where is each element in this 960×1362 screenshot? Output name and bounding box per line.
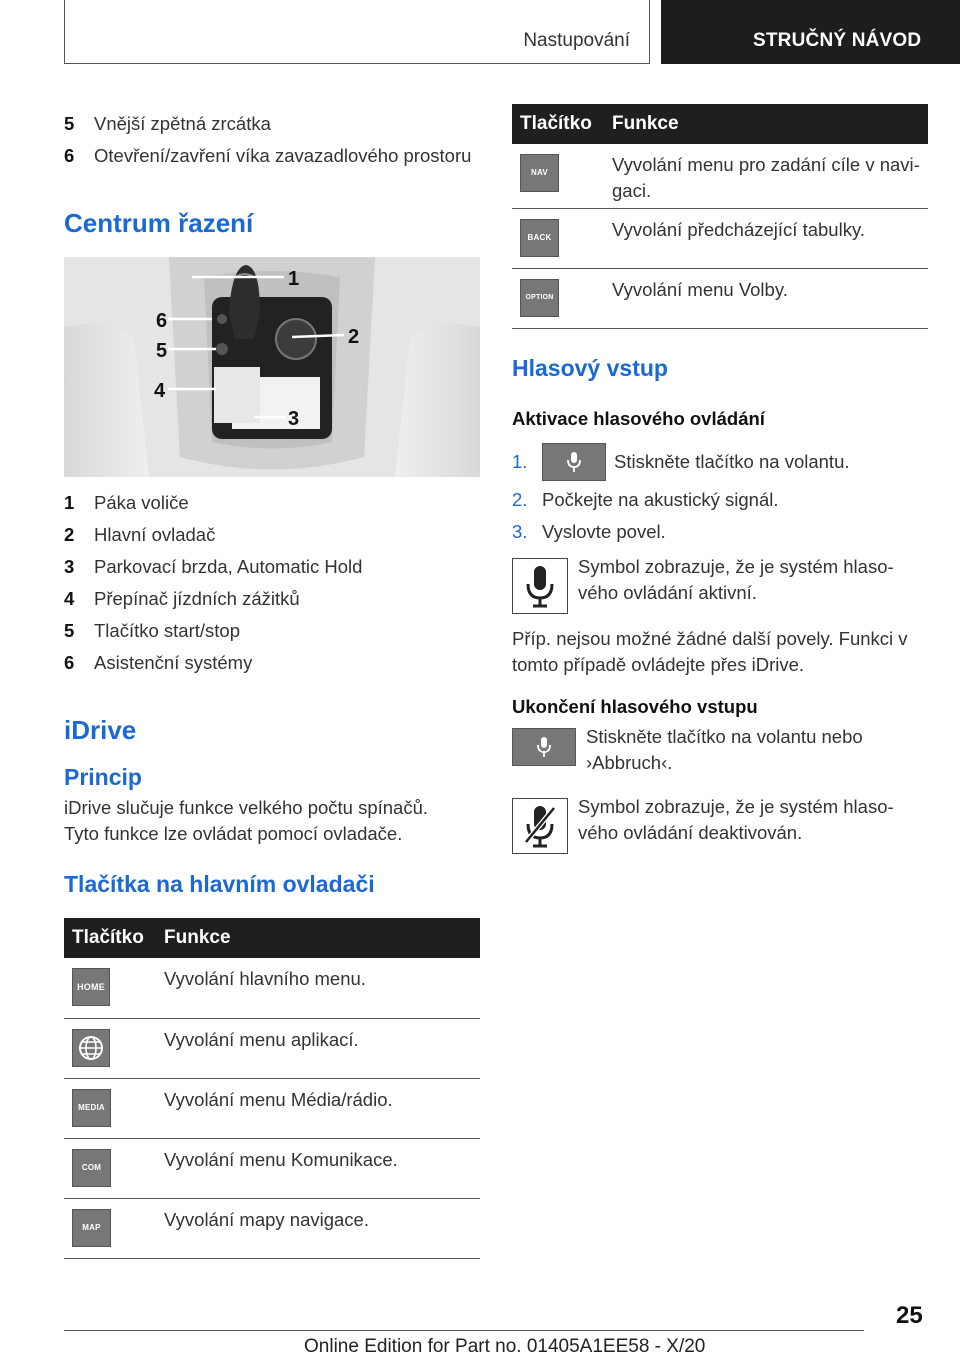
voice-end-row xyxy=(512,725,928,776)
step-text: Stiskněte tlačítko na volantu. xyxy=(614,450,850,472)
table-row xyxy=(64,1078,480,1138)
icon-cell xyxy=(64,958,156,1018)
option-button-icon: OPTION xyxy=(520,279,559,317)
function-text: Vyvolání mapy navigace. xyxy=(156,1198,480,1258)
voice-active-text: Symbol zobrazuje, že je systém hlasového ovládání aktivní. xyxy=(578,555,894,603)
function-text: Vyvolání menu aplikací. xyxy=(156,1018,480,1078)
list-text: Hlavní ovladač xyxy=(94,524,216,545)
callout-6: 6 xyxy=(156,310,168,332)
list-item xyxy=(64,519,480,551)
voice-end-text: Stiskněte tlačítko na volantu nebo ›Abbruch‹. xyxy=(586,725,863,773)
microphone-active-icon xyxy=(512,558,568,614)
table-row xyxy=(64,958,480,1018)
steering-voice-button-icon xyxy=(512,728,576,766)
voice-note: Příp. nejsou možné žádné další povely. Funkci v tomto případě ovládejte přes iDrive. xyxy=(512,627,908,675)
step-item xyxy=(512,440,928,484)
list-number: 6 xyxy=(64,652,75,673)
step-number: 1. xyxy=(512,450,528,472)
col-header-function: Funkce xyxy=(156,918,480,958)
footer-edition: Online Edition for Part no. 01405A1EE58 - X/20 xyxy=(304,1336,706,1357)
footer-divider xyxy=(64,1330,864,1331)
centrum-list xyxy=(64,487,480,679)
callout-4: 4 xyxy=(154,380,166,402)
col-header-button: Tlačítko xyxy=(64,918,156,958)
steering-voice-button-icon xyxy=(542,443,606,481)
voice-inactive-text: Symbol zobrazuje, že je systém hlasového ovládání deaktivován. xyxy=(578,795,894,843)
activation-steps xyxy=(512,440,928,548)
col-header-function: Funkce xyxy=(604,104,928,144)
page-number: 25 xyxy=(896,1302,923,1329)
globe-icon xyxy=(72,1029,110,1067)
left-column xyxy=(64,108,480,1259)
list-item xyxy=(64,615,480,647)
table-row xyxy=(512,208,928,268)
step-number: 2. xyxy=(512,488,528,510)
callout-3: 3 xyxy=(288,408,300,430)
console-illustration xyxy=(64,257,480,477)
buttons-title: Tlačítka na hlavním ovladači xyxy=(64,871,375,897)
callout-1: 1 xyxy=(288,268,300,290)
voice-inactive-row xyxy=(512,795,928,854)
table-row xyxy=(64,1198,480,1258)
icon-cell xyxy=(512,144,604,208)
list-number: 3 xyxy=(64,556,75,577)
list-number: 5 xyxy=(64,113,75,134)
list-item xyxy=(64,551,480,583)
list-text: Tlačítko start/stop xyxy=(94,620,240,641)
list-number: 5 xyxy=(64,620,75,641)
function-text: Vyvolání menu Volby. xyxy=(604,268,928,328)
list-text: Otevření/zavření víka zavazadlového prostoru xyxy=(94,145,472,166)
list-number: 4 xyxy=(64,588,75,609)
list-item xyxy=(64,647,480,679)
controller-buttons-table-cont xyxy=(512,104,928,329)
step-number: 3. xyxy=(512,520,528,542)
com-button-icon: COM xyxy=(72,1149,111,1187)
step-item xyxy=(512,516,928,548)
list-item xyxy=(64,583,480,615)
function-text: Vyvolání menu Komunikace. xyxy=(156,1138,480,1198)
table-header xyxy=(512,104,928,144)
table-row xyxy=(512,268,928,328)
list-text: Přepínač jízdních zážitků xyxy=(94,588,300,609)
icon-cell xyxy=(64,1078,156,1138)
list-text: Vnější zpětná zrcátka xyxy=(94,113,271,134)
header-section: Nastupování xyxy=(523,30,630,51)
gear-console-photo xyxy=(64,257,480,477)
media-button-icon: MEDIA xyxy=(72,1089,111,1127)
table-row xyxy=(64,1138,480,1198)
function-text: Vyvolání předcházející tabulky. xyxy=(604,208,928,268)
icon-cell xyxy=(64,1018,156,1078)
function-text: Vyvolání menu pro zadání cíle v navigaci. xyxy=(604,144,928,208)
voice-active-row xyxy=(512,555,928,614)
table-header xyxy=(64,918,480,958)
princip-text: iDrive slučuje funkce velkého počtu spínačů. Tyto funkce lze ovládat pomocí ovladače. xyxy=(64,797,429,844)
list-text: Parkovací brzda, Automatic Hold xyxy=(94,556,363,577)
voice-title: Hlasový vstup xyxy=(512,354,668,381)
list-item xyxy=(64,140,480,172)
page-header xyxy=(0,0,960,66)
princip-title: Princip xyxy=(64,764,142,790)
map-button-icon: MAP xyxy=(72,1209,111,1247)
function-text: Vyvolání hlavního menu. xyxy=(156,958,480,1018)
step-text: Počkejte na akustický signál. xyxy=(542,488,779,510)
col-header-button: Tlačítko xyxy=(512,104,604,144)
list-number: 2 xyxy=(64,524,75,545)
list-text: Asistenční systémy xyxy=(94,652,253,673)
callout-2: 2 xyxy=(348,326,360,348)
controller-buttons-table xyxy=(64,918,480,1259)
activation-title: Aktivace hlasového ovládání xyxy=(512,407,765,429)
top-list xyxy=(64,108,480,172)
list-text: Páka voliče xyxy=(94,492,189,513)
home-button-icon: HOME xyxy=(72,968,110,1006)
idrive-title: iDrive xyxy=(64,715,137,745)
callout-5: 5 xyxy=(156,340,168,362)
list-number: 1 xyxy=(64,492,75,513)
icon-cell xyxy=(512,268,604,328)
nav-button-icon: NAV xyxy=(520,154,559,192)
header-tab: STRUČNÝ NÁVOD xyxy=(661,0,960,64)
table-row xyxy=(512,144,928,208)
end-title: Ukončení hlasového vstupu xyxy=(512,695,758,717)
function-text: Vyvolání menu Média/rádio. xyxy=(156,1078,480,1138)
step-text: Vyslovte povel. xyxy=(542,520,666,542)
icon-cell xyxy=(512,208,604,268)
icon-cell xyxy=(64,1138,156,1198)
icon-cell xyxy=(64,1198,156,1258)
list-item xyxy=(64,108,480,140)
list-item xyxy=(64,487,480,519)
centrum-title: Centrum řazení xyxy=(64,208,254,238)
microphone-muted-icon xyxy=(512,798,568,854)
step-item xyxy=(512,484,928,516)
list-number: 6 xyxy=(64,145,75,166)
back-button-icon: BACK xyxy=(520,219,559,257)
table-row xyxy=(64,1018,480,1078)
right-column xyxy=(512,104,928,854)
